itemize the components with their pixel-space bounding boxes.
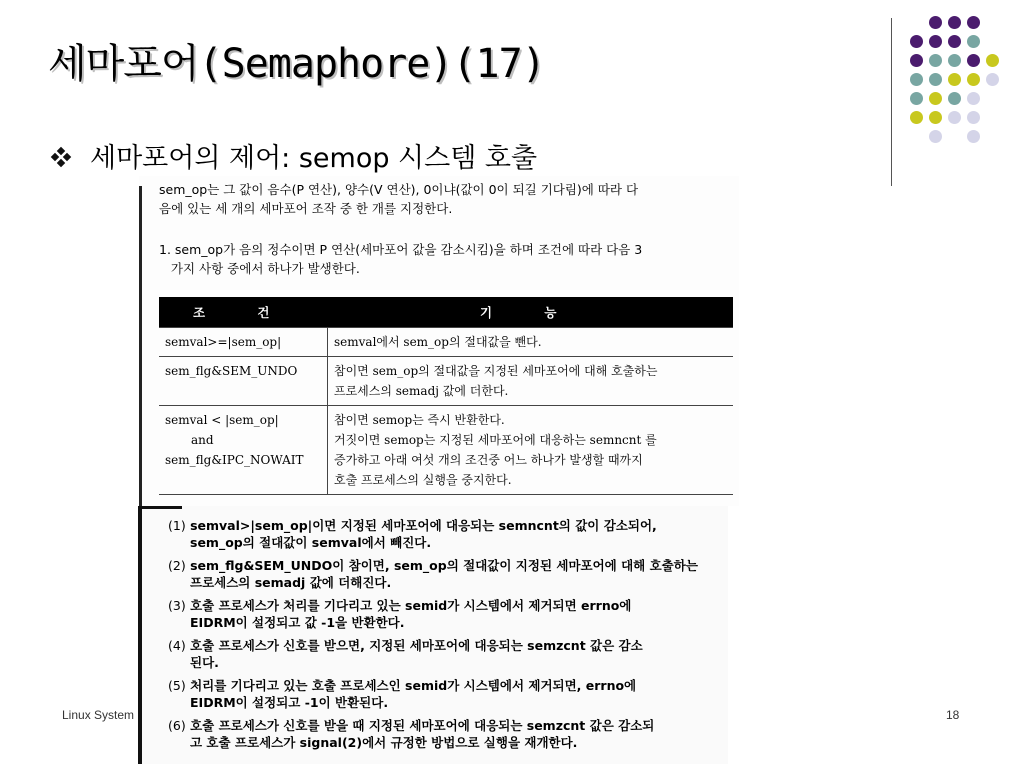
- function-cell: [328, 357, 734, 406]
- condition-cell: [159, 328, 328, 357]
- table-row: [159, 406, 733, 495]
- decorative-dot: [910, 35, 923, 48]
- item-line: 고 호출 프로세스가 signal(2)에서 규정한 방법으로 실행을 재개한다.: [190, 735, 578, 750]
- decorative-dot: [948, 16, 961, 29]
- cell-line: and: [191, 433, 214, 447]
- item-number: (4): [168, 638, 186, 653]
- cell-line: semval>=|sem_op|: [165, 335, 282, 349]
- item-line: 호출 프로세스가 신호를 받으면, 지정된 세마포어에 대응되는 semzcnt 값은 감소: [190, 638, 643, 653]
- condition-cell: [159, 406, 328, 495]
- function-cell: [328, 406, 734, 495]
- cell-line: sem_flg&SEM_UNDO: [165, 364, 298, 378]
- decorative-dot: [929, 35, 942, 48]
- decorative-dot: [929, 130, 942, 143]
- condition-table: [159, 297, 733, 495]
- decorative-dot: [929, 16, 942, 29]
- page-number: 18: [946, 708, 960, 722]
- item-number: (2): [168, 558, 186, 573]
- decorative-dot: [948, 92, 961, 105]
- header-condition: 조 건: [159, 297, 328, 328]
- table-row: [159, 357, 733, 406]
- list-item: [168, 677, 636, 711]
- cell-line: 거짓이면 semop는 지정된 세마포어에 대응하는 semncnt 를: [334, 433, 657, 447]
- decorative-dot: [967, 54, 980, 67]
- cell-line: sem_flg&IPC_NOWAIT: [165, 453, 304, 467]
- decorative-dot: [948, 54, 961, 67]
- list-item: [168, 637, 643, 671]
- paragraph-line: 1. sem_op가 음의 정수이면 P 연산(세마포어 값을 감소시킴)을 하며 조건에 따라 다음 3: [159, 242, 643, 257]
- cell-line: 참이면 semop는 즉시 반환한다.: [334, 413, 505, 427]
- scanned-excerpt-top: [139, 176, 739, 506]
- item-line: 호출 프로세스가 신호를 받을 때 지정된 세마포어에 대응되는 semzcnt 값은 감소되: [190, 718, 655, 733]
- function-cell: [328, 328, 734, 357]
- decorative-dot: [967, 16, 980, 29]
- decorative-dot: [967, 73, 980, 86]
- list-item: [168, 717, 654, 751]
- decorative-dot: [910, 92, 923, 105]
- decorative-dot: [910, 111, 923, 124]
- cell-line: 프로세스의 semadj 값에 더한다.: [334, 384, 509, 398]
- header-function: 기 능: [328, 297, 734, 328]
- decorative-dot: [929, 92, 942, 105]
- slide-title: 세마포어(Semaphore)(17): [48, 41, 545, 87]
- decorative-dot: [967, 35, 980, 48]
- table-row: [159, 328, 733, 357]
- cell-line: semval < |sem_op|: [165, 413, 279, 427]
- decorative-dot: [967, 130, 980, 143]
- cell-line: 증가하고 아래 여섯 개의 조건중 어느 하나가 발생할 때까지: [334, 453, 643, 467]
- item-line: semval>|sem_op|이면 지정된 세마포어에 대응되는 semncnt의 값이 감소되어,: [190, 518, 657, 533]
- decorative-dot: [948, 35, 961, 48]
- item-line: EIDRM이 설정되고 값 -1을 반환한다.: [190, 615, 405, 630]
- item-line: 호출 프로세스가 처리를 기다리고 있는 semid가 시스템에서 제거되면 errno에: [190, 598, 632, 613]
- list-item: [168, 557, 698, 591]
- cell-line: 호출 프로세스의 실행을 중지한다.: [334, 473, 512, 487]
- condition-cell: [159, 357, 328, 406]
- scan-left-border: [138, 506, 142, 764]
- item-number: (5): [168, 678, 186, 693]
- decorative-dot: [929, 111, 942, 124]
- cell-line: 참이면 sem_op의 절대값을 지정된 세마포어에 대해 호출하는: [334, 364, 658, 378]
- decorative-dot: [948, 111, 961, 124]
- item-line: 프로세스의 semadj 값에 더해진다.: [190, 575, 392, 590]
- scanned-excerpt-bottom: [138, 506, 728, 764]
- decorative-dot: [986, 54, 999, 67]
- decorative-dot: [967, 92, 980, 105]
- item-line: 처리를 기다리고 있는 호출 프로세스인 semid가 시스템에서 제거되면, errno에: [190, 678, 637, 693]
- decorative-dot-grid: [910, 16, 1000, 166]
- item-line: sem_flg&SEM_UNDO이 참이면, sem_op의 절대값이 지정된 세마포어에 대해 호출하는: [190, 558, 698, 573]
- item-number: (1): [168, 518, 186, 533]
- item-number: (6): [168, 718, 186, 733]
- bullet-text: 세마포어의 제어: semop 시스템 호출: [90, 143, 538, 174]
- decorative-dot: [967, 111, 980, 124]
- diamond-bullet-icon: [52, 148, 70, 166]
- paragraph-line: 음에 있는 세 개의 세마포어 조작 중 한 개를 지정한다.: [159, 201, 453, 216]
- scan-top-border: [142, 506, 182, 509]
- decorative-dot: [910, 54, 923, 67]
- item-number: (3): [168, 598, 186, 613]
- scan-left-border: [139, 186, 142, 506]
- cell-line: semval에서 sem_op의 절대값을 뺀다.: [334, 335, 542, 349]
- item-line: sem_op의 절대값이 semval에서 빼진다.: [190, 535, 432, 550]
- item-line: 된다.: [190, 655, 219, 670]
- decorative-dot: [910, 73, 923, 86]
- list-item: [168, 517, 657, 551]
- title-divider: [891, 18, 892, 186]
- list-item: [168, 597, 631, 631]
- paragraph-line: sem_op는 그 값이 음수(P 연산), 양수(V 연산), 0이냐(값이 0이 되길 기다림)에 따라 다: [159, 182, 639, 197]
- decorative-dot: [948, 73, 961, 86]
- table-header-row: [159, 297, 733, 328]
- decorative-dot: [986, 73, 999, 86]
- item-line: EIDRM이 설정되고 -1이 반환된다.: [190, 695, 389, 710]
- decorative-dot: [929, 54, 942, 67]
- decorative-dot: [929, 73, 942, 86]
- paragraph-negative-sem-op: [159, 240, 642, 278]
- footer-course-label: Linux System: [62, 708, 135, 722]
- paragraph-sem-op-intro: [159, 180, 638, 218]
- paragraph-line: 가지 사항 중에서 하나가 발생한다.: [159, 261, 360, 276]
